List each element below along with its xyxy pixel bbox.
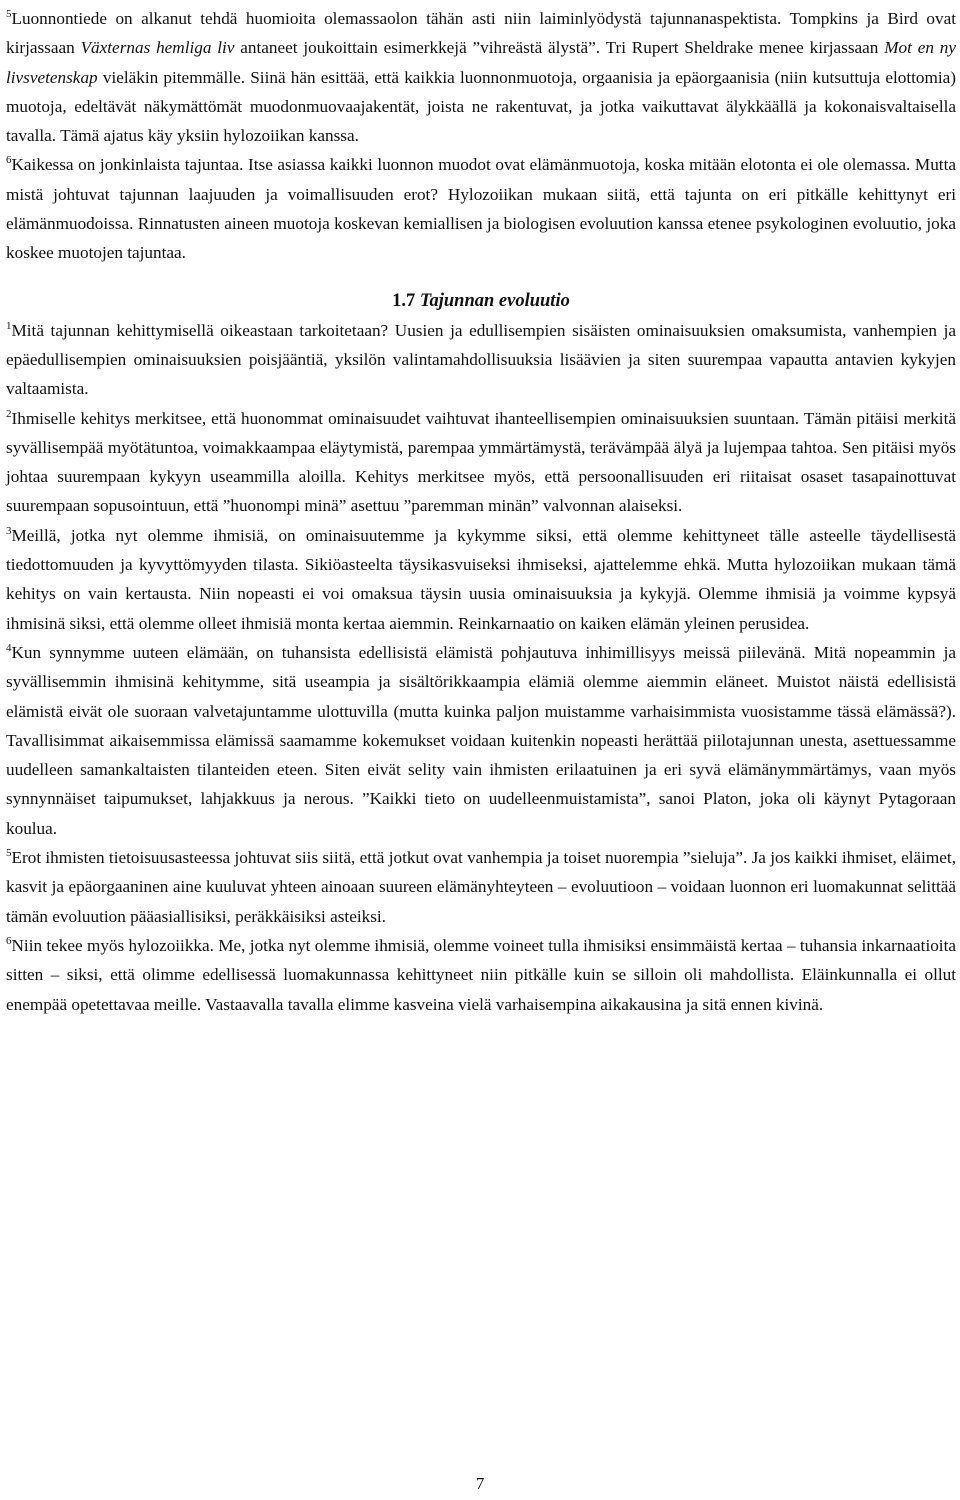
paragraph-number: 3 [6,524,12,537]
document-page [6,4,956,1019]
book-title: Växternas hemliga liv [80,38,235,58]
paragraph-text: Kaikessa on jonkinlaista tajuntaa. Itse asiassa kaikki luonnon muodot ovat elämänmuotoja, koska mitään elotonta ei ole olemassa. Mutta mistä johtuvat tajunnan laajuuden ja voimallisuuden erot? Hylozoiikan mukaan siitä, että tajunta on eri pitkälle kehittynyt eri elämänmuodoissa. Rinnatusten aineen muotoja koskevan kemiallisen ja biologisen evoluution kanssa etenee psykologinen evoluutio, joka koskee muotojen tajuntaa. [6,155,956,263]
paragraph-text: vieläkin pitemmälle. Siinä hän esittää, että kaikkia luonnonmuotoja, orgaanisia ja epäorgaanisia (niin kutsuttuja elottomia) muotoja, edeltävät näkymättömät muodonmuovaajakentät, joista ne rakentuvat, ja jotka vaikuttavat älykkäällä ja kokonaisvaltaisella tavalla. Tämä ajatus käy yksiin hylozoiikan kanssa. [6,67,956,146]
paragraph [6,638,956,843]
paragraph-number: 6 [6,934,12,947]
paragraph [6,931,956,1019]
paragraph-number: 4 [6,641,12,654]
paragraph-text: Ihmiselle kehitys merkitsee, että huonommat ominaisuudet vaihtuvat ihanteellisempien ominaisuuksien suuntaan. Tämän pitäisi merkitä syvällisempää myötätuntoa, voimakkaampaa eläytymistä, parempaa ymmärtämystä, terävämpää älyä ja lujempaa tahtoa. Sen pitäisi myös johtaa suurempaan kykyyn useammilla aloilla. Kehitys merkitsee myös, että persoonallisuuden eri riitaisat osaset tasapainottuvat suurempaan sopusointuun, että ”huonompi minä” asettuu ”paremman minän” valvonnan alaiseksi. [6,408,956,516]
intro-paragraphs [6,4,956,268]
paragraph [6,843,956,931]
paragraph-text: Erot ihmisten tietoisuusasteessa johtuvat siis siitä, että jotkut ovat vanhempia ja toiset nuorempia ”sieluja”. Ja jos kaikki ihmiset, eläimet, kasvit ja epäorgaaninen aine kuuluvat yhteen ainoaan suureen elämänyhteyteen – evoluutioon – voidaan luonnon eri luomakunnat selittää tämän evoluution pääasiallisiksi, peräkkäisiksi asteiksi. [6,848,956,926]
section-paragraphs [6,316,956,1019]
book-title: Mot en ny livsvetenskap [6,38,956,87]
section-number: 1.7 [392,290,416,311]
paragraph-text: Luonnontiede on alkanut tehdä huomioita olemassaolon tähän asti niin laiminlyödystä tajunnanaspektista. Tompkins ja Bird ovat kirjassaan [6,9,956,58]
section-heading [6,286,956,316]
paragraph [6,150,956,267]
paragraph-text: Meillä, jotka nyt olemme ihmisiä, on ominaisuutemme ja kykymme siksi, että olemme kehittyneet tälle asteelle täydellisestä tiedottomuuden ja kyvyttömyyden tilasta. Sikiöasteelta täysikasvuiseksi ihmiseksi, ajattelemme ehkä. Mutta hylozoiikan mukaan tämä kehitys on vain kertausta. Niin nopeasti ei voi omaksua täysin uusia ominaisuuksia ja kykyjä. Olemme ihmisiä ja voimme kypsyä ihmisinä siksi, että olemme olleet ihmisiä monta kertaa aiemmin. Reinkarnaatio on kaiken elämän yleinen perusidea. [6,525,956,633]
paragraph-text: Kun synnymme uuteen elämään, on tuhansista edellisistä elämistä pohjautuva inhimillisyys meissä piilevänä. Mitä nopeammin ja syvällisemmin ihmisinä kehitymme, sitä useampia ja sisältörikkaampia elämiä olemme aiemmin eläneet. Muistot näistä edellisistä elämistä eivät ole suoraan valvetajuntamme ulottuvilla (mutta kuinka paljon muistamme varhaisimmista vuosistamme tässä elämässä?). Tavallisimmat aikaisemmissa elämissä saamamme kokemukset voidaan kuitenkin nopeasti herättää piilotajunnan unesta, asettuessamme uudelleen samankaltaisten tilanteiden eteen. Siten eivät selity vain ihmisten erilaatuinen ja eri syvä elämänymmärtämys, vaan myös synnynnäiset taipumukset, lahjakkuus ja nerous. ”Kaikki tieto on uudelleenmuistamista”, sanoi Platon, joka oli käynyt Pytagoraan koulua. [6,642,956,838]
page-number: 7 [475,1474,485,1493]
section-title: Tajunnan evoluutio [419,290,570,311]
paragraph [6,4,956,150]
paragraph-text: Niin tekee myös hylozoiikka. Me, jotka nyt olemme ihmisiä, olemme voineet tulla ihmisiksi ensimmäistä kertaa – tuhansia inkarnaatioita sitten – siksi, että olimme edellisessä luomakunnassa kehittyneet niin pitkälle kuin se silloin oli mahdollista. Eläinkunnalla ei ollut enempää opetettavaa meille. Vastaavalla tavalla elimme kasveina vielä varhaisempina aikakausina ja sitä ennen kivinä. [6,935,956,1014]
paragraph-number: 5 [6,847,12,860]
paragraph-text: Mitä tajunnan kehittymisellä oikeastaan tarkoitetaan? Uusien ja edullisempien sisäisten ominaisuuksien omaksumista, vanhempien ja epäedullisempien ominaisuuksien poisjääntiä, yksilön valintamahdollisuuksia lisäävien ja siten suurempaa vapautta antavien kykyjen valtaamista. [6,320,956,399]
paragraph [6,404,956,521]
paragraph [6,316,956,404]
paragraph-number: 1 [6,319,12,332]
paragraph-number: 2 [6,407,12,420]
paragraph-text: antaneet joukoittain esimerkkejä ”vihreästä älystä”. Tri Rupert Sheldrake menee kirjassaan [234,38,885,58]
paragraph-number: 5 [6,8,12,20]
paragraph [6,521,956,638]
paragraph-number: 6 [6,154,12,167]
